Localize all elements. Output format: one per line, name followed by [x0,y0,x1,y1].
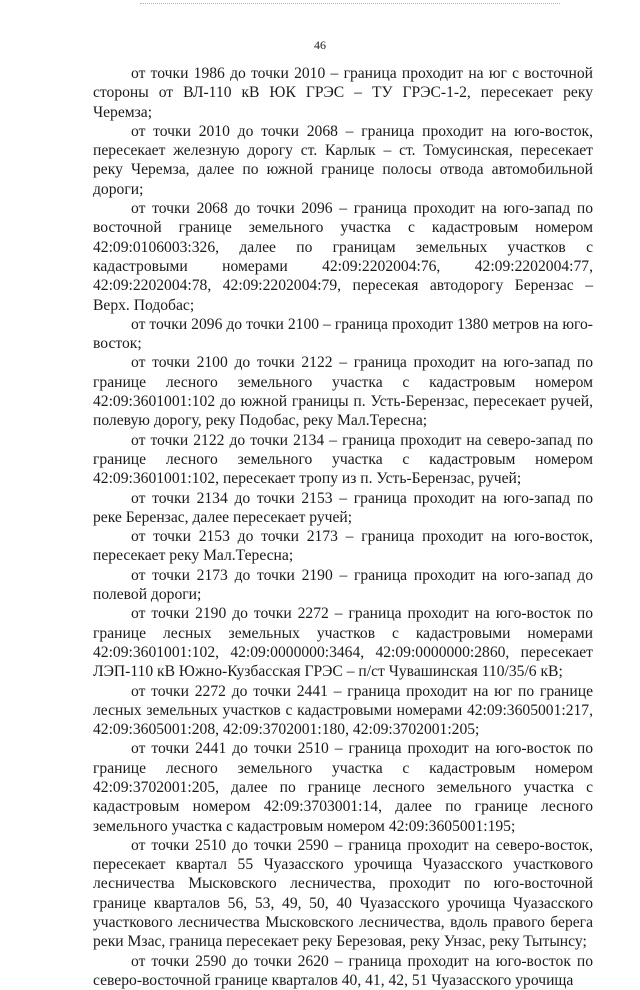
paragraph: от точки 2153 до точки 2173 – граница проходит на юго-восток, пересекает реку Мал.Тересна; [93,528,593,565]
paragraph: от точки 2122 до точки 2134 – граница проходит на северо-запад по границе лесного земельного участка с кадастровым номером 42:09:3601001:102, пересекает тропу из п. Усть-Берензас, ручей; [93,431,593,488]
paragraph: от точки 2441 до точки 2510 – граница проходит на юго-восток по границе лесного земельного участка с кадастровым номером 42:09:3702001:205, далее по границе лесного земельного участка с кадастровым номером 42:09:3703001:14, далее по границе лесного земельного участка с кадастровым номером 42:09:3605001:195; [93,740,593,835]
document-body [93,64,593,990]
paragraph: от точки 2096 до точки 2100 – граница проходит 1380 метров на юго-восток; [93,315,593,353]
paragraph: от точки 2272 до точки 2441 – граница проходит на юг по границе лесных земельных участков с кадастровыми номерами 42:09:3605001:217, 42:09:3605001:208, 42:09:3702001:180, 42:09:3702001:205; [93,682,593,739]
paragraph: от точки 2134 до точки 2153 – граница проходит на юго-запад по реке Берензас, далее пересекает ручей; [93,489,593,526]
scan-top-edge [140,3,560,4]
paragraph: от точки 2190 до точки 2272 – граница проходит на юго-восток по границе лесных земельных участков с кадастровыми номерами 42:09:3601001:102, 42:09:0000000:3464, 42:09:0000000:2860, пересекает ЛЭП-110 кВ Южно-Кузбасская ГРЭС – п/ст Чувашинская 110/35/6 кВ; [93,605,593,681]
paragraph: от точки 2010 до точки 2068 – граница проходит на юго-восток, пересекает железную дорогу ст. Карлык – ст. Томусинская, пересекает реку Черемза, далее по южной границе полосы отвода автомобильной дороги; [93,122,593,198]
paragraph: от точки 2100 до точки 2122 – граница проходит на юго-запад по границе лесного земельного участка с кадастровым номером 42:09:3601001:102 до южной границы п. Усть-Берензас, пересекает ручей, полевую дорогу, реку Подобас, реку Мал.Тересна; [93,354,593,430]
paragraph: от точки 2590 до точки 2620 – граница проходит на юго-восток по северо-восточной границе кварталов 40, 41, 42, 51 Чуазасского урочища [93,952,593,989]
paragraph: от точки 2510 до точки 2590 – граница проходит на северо-восток, пересекает квартал 55 Чуазасского урочища Чуазасского участкового лесничества Мысковского лесничества, проходит по юго-восточной границе кварталов 56, 53, 49, 50, 40 Чуазасского урочища Чуазасского участкового лесничества Мысковского лесничества, вдоль правого берега реки Мзас, граница пересекает реку Березовая, реку Унзас, реку Тытынсу; [93,836,593,951]
paragraph: от точки 2173 до точки 2190 – граница проходит на юго-запад до полевой дороги; [93,566,593,604]
page-number: 46 [314,38,326,52]
paragraph: от точки 1986 до точки 2010 – граница проходит на юг с восточной стороны от ВЛ-110 кВ ЮК ГРЭС – ТУ ГРЭС-1-2, пересекает реку Черемза; [93,65,593,121]
paragraph: от точки 2068 до точки 2096 – граница проходит на юго-запад по восточной границе земельного участка с кадастровым номером 42:09:0106003:326, далее по границам земельных участков с кадастровыми номерами 42:09:2202004:76, 42:09:2202004:77, 42:09:2202004:78, 42:09:2202004:79, пересекая автодорогу Берензас – Верх. Подобас; [93,200,593,314]
